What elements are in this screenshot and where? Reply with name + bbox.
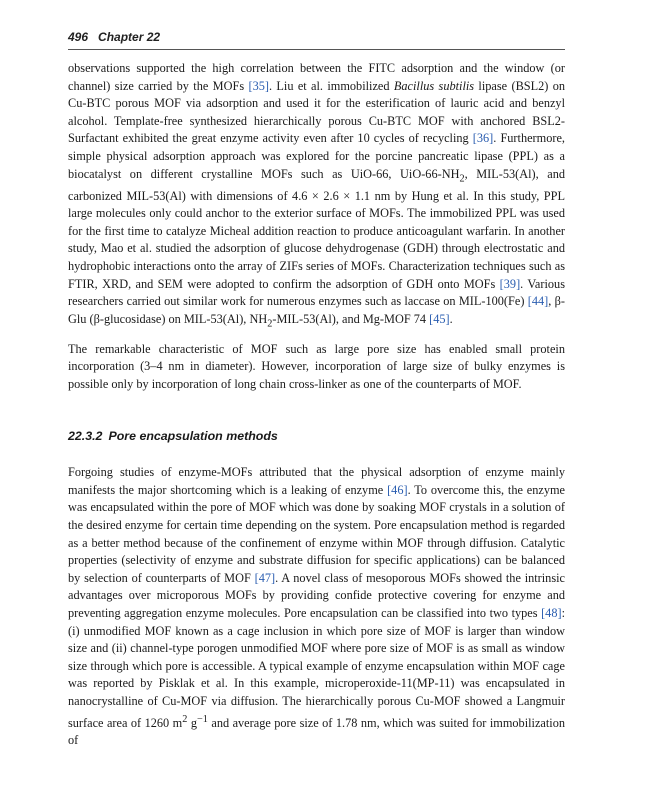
text-run: lipase (BSL2) on Cu-BTC porous MOF via adsorption and used it for the esterification of lauric acid and benzyl alcohol. Template-free synthesized hierarchically porous Cu-BTC MOF with anchored BSL2-Surfactant exhibited the great enzyme activity even after 10 cycles of recycling (68, 78, 566, 146)
text-run: 2 (459, 173, 465, 185)
section-paragraphs (68, 464, 565, 750)
text-run: . To overcome this, the enzyme was encapsulated within the pore of MOF which was done by soaking MOF crystals in a solution of the desired enzyme for certain time depending on the system. Pore encapsulation method is regarded as a better method because of the confinement of enzyme within MOF through diffusion. Catalytic properties (selectivity of enzyme and substrate diffusion for specific applications) can be balanced by selection of counterparts of MOF (68, 482, 565, 585)
citation-link[interactable]: [39] (499, 276, 521, 291)
italic-text: Bacillus subtilis (393, 78, 475, 93)
text-run: g (187, 715, 197, 730)
text-run: and average pore size of 1.78 nm, which was suited for immobilization of (68, 715, 565, 748)
citation-link[interactable]: [45] (429, 311, 450, 326)
running-header (68, 30, 565, 44)
para-adsorption-examples (68, 60, 565, 333)
section-number: 22.3.2 (68, 428, 103, 443)
text-run: . A novel class of mesoporous MOFs showed the intrinsic advantages over microporous MOFs by providing confide protective covering for enzyme and preventing aggregation enzyme molecules. Pore encapsulation can be classified into two types (68, 570, 565, 620)
para-pore-size (68, 341, 565, 394)
text-run: The remarkable characteristic of MOF such as large pore size has enabled small protein incorporation (3–4 nm in diameter). However, incorporation of large size of bulky enzymes is possible only by incorporation of long chain cross-linker as one of the counterparts of MOF. (68, 341, 565, 391)
text-run: , β-Glu (β-glucosidase) on MIL-53(Al), NH (68, 294, 565, 326)
para-pore-encapsulation (68, 464, 565, 750)
citation-link[interactable]: [48] (541, 605, 562, 620)
text-run: Forgoing studies of enzyme-MOFs attributed that the physical adsorption of enzyme mainly manifests the major shortcoming which is a leaking of enzyme (68, 465, 565, 497)
intro-paragraphs (68, 60, 565, 394)
citation-link[interactable]: [35] (248, 78, 269, 93)
citation-link[interactable]: [44] (527, 294, 549, 309)
body-text (68, 60, 565, 758)
text-run: , MIL-53(Al), and carbonized MIL-53(Al) with dimensions of 4.6 × 2.6 × 1.1 nm by Hung et al. In this study, PPL large molecules only could anchor to the exterior surface of MOFs. The immobilized PPL was used for the first time to catalyze Micheal addition reaction to produce anticoagulant warfarin. In another study, Mao et al. studied the adsorption of glucose dehydrogenase (GDH) through electrostatic and hydrophobic interactions onto the array of ZIFs series of MOFs. Characterization techniques such as FTIR, XRD, and SEM were adopted to confirm the adsorption of GDH onto MOFs (68, 166, 565, 291)
chapter-label: Chapter 22 (98, 30, 161, 44)
text-run: . Furthermore, simple physical adsorption approach was explored for the porcine pancreatic lipase (PPL) as a biocatalyst on different crystalline MOFs such as UiO-66, UiO-66-NH (68, 131, 565, 181)
text-run: -MIL-53(Al), and Mg-MOF 74 (272, 311, 430, 326)
text-run: 2 (267, 318, 273, 330)
text-run: observations supported the high correlation between the FITC adsorption and the window (or channel) size carried by the MOFs (68, 61, 565, 93)
header-rule (68, 49, 565, 50)
citation-link[interactable]: [46] (387, 482, 408, 497)
text-run: . Liu et al. immobilized (268, 78, 394, 93)
text-run: . (449, 311, 453, 326)
citation-link[interactable]: [36] (472, 131, 494, 146)
text-run: 2 (182, 713, 188, 725)
text-run: : (i) unmodified MOF known as a cage inclusion in which pore size of MOF is larger than window size and (ii) channel-type porogen unmodified MOF where pore size of MOF is as small as window size through which pore is accessible. A typical example of enzyme encapsulation within MOF cage was reported by Pisklak et al. In this example, microperoxide-11(MP-11) was encapsulated in nanocrystalline of Cu-MOF via diffusion. The hierarchically porous Cu-MOF showed a Langmuir surface area of 1260 m (68, 605, 565, 730)
text-run: −1 (196, 713, 208, 725)
citation-link[interactable]: [47] (254, 570, 276, 585)
text-run: . Various researchers carried out similar work for numerous enzymes such as laccase on MIL-100(Fe) (68, 276, 565, 309)
section-heading (68, 428, 565, 446)
page-number: 496 (68, 30, 89, 44)
section-title: Pore encapsulation methods (108, 428, 278, 443)
